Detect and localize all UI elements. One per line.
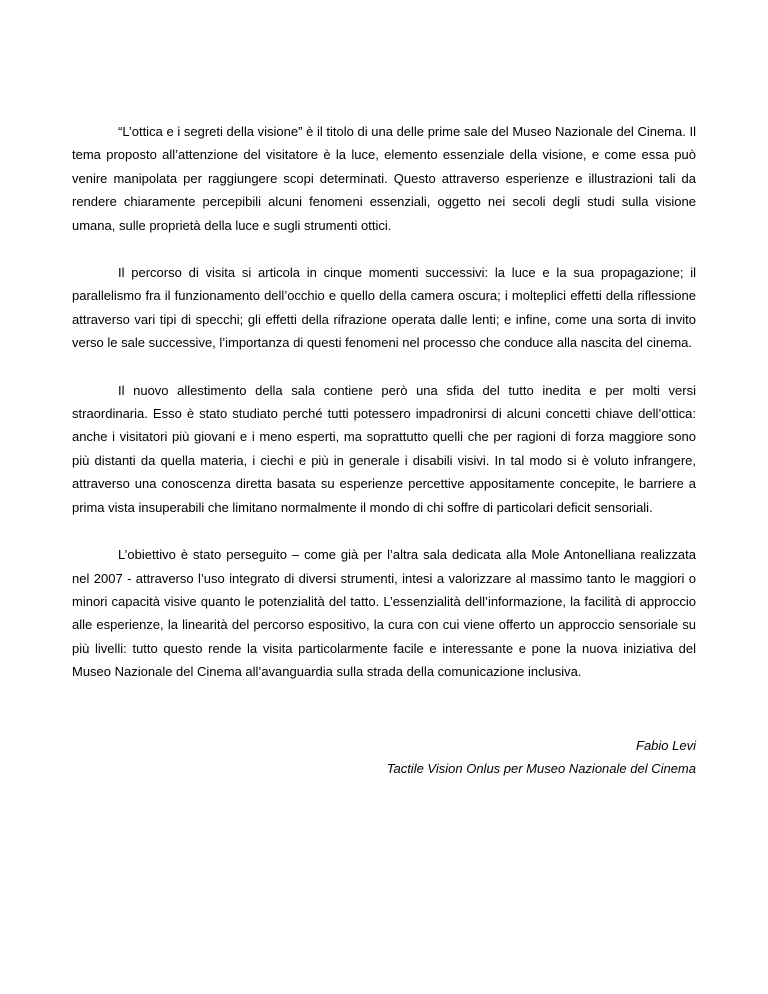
signature-organization: Tactile Vision Onlus per Museo Nazionale del Cinema [386,760,696,776]
document-page [72,120,696,780]
signature-block [72,734,696,781]
paragraph-visit-path: Il percorso di visita si articola in cinque momenti successivi: la luce e la sua propagazione; il parallelismo fra il funzionamento dell’occhio e quello della camera oscura; i molteplici effetti della riflessione attraverso vari tipi di specchi; gli effetti della rifrazione operata dalle lenti; e infine, come una sorta di invito verso le sale successive, l’importanza di questi fenomeni nel processo che conduce alla nascita del cinema. [72,265,696,351]
signature-author: Fabio Levi [636,737,696,753]
paragraph-intro: “L’ottica e i segreti della visione” è il titolo di una delle prime sale del Museo Nazionale del Cinema. Il tema proposto all’attenzione del visitatore è la luce, elemento essenziale della visione, e come essa può venire manipolata per raggiungere scopi determinati. Questo attraverso esperienze e illustrazioni tali da rendere chiaramente percepibili alcuni fenomeni essenziali, oggetto nei secoli degli studi sulla visione umana, sulle proprietà della luce e sugli strumenti ottici. [72,124,696,233]
paragraph-challenge: Il nuovo allestimento della sala contiene però una sfida del tutto inedita e per molti versi straordinaria. Esso è stato studiato perché tutti potessero impadronirsi di alcuni concetti chiave dell’ottica: anche i visitatori più giovani e i meno esperti, ma soprattutto quelli che per ragioni di forza maggiore sono più distanti da quella materia, i ciechi e più in generale i disabili visivi. In tal modo si è voluto infrangere, attraverso una conoscenza diretta basata su esperienze percettive appositamente concepite, le barriere a prima vista insuperabili che limitano normalmente il mondo di chi soffre di particolari deficit sensoriali. [72,382,696,515]
paragraph-objective: L’obiettivo è stato perseguito – come già per l’altra sala dedicata alla Mole Antonelliana realizzata nel 2007 - attraverso l’uso integrato di diversi strumenti, intesi a valorizzare al massimo tanto le maggiori o minori capacità visive quanto le potenzialità del tatto. L’essenzialità dell’informazione, la facilità di approccio alle esperienze, la linearità del percorso espositivo, la cura con cui viene offerto un approccio sensoriale su più livelli: tutto questo rende la visita particolarmente facile e interessante e pone la nuova iniziativa del Museo Nazionale del Cinema all’avanguardia sulla strada della comunicazione inclusiva. [72,547,696,680]
